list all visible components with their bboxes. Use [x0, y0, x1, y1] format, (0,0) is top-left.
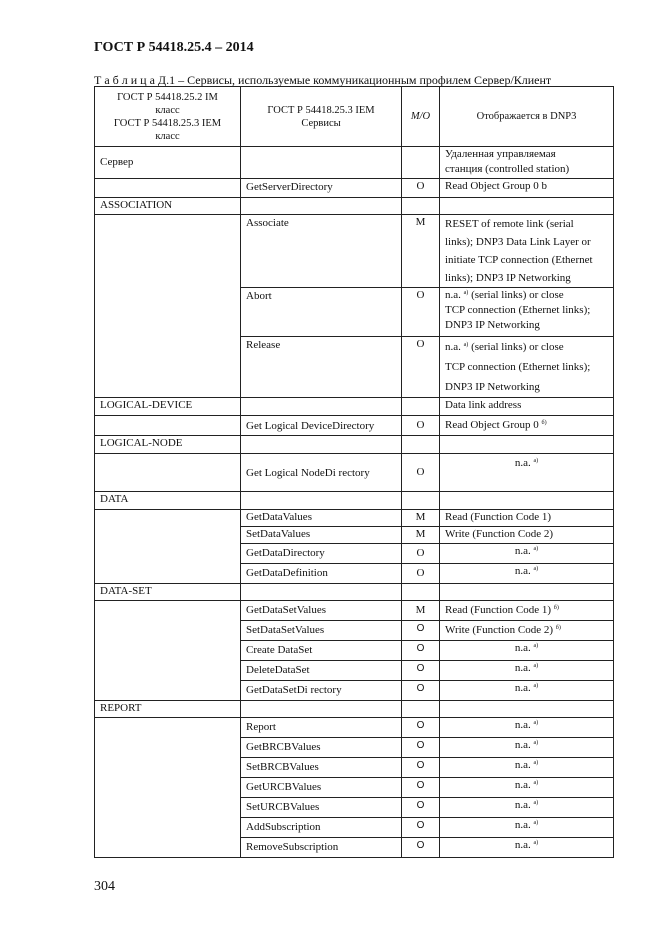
service-cell	[241, 584, 402, 601]
header-class-line: ГОСТ Р 54418.25.3 IEM	[113, 117, 222, 129]
table-row	[95, 701, 614, 718]
dnp-line: DNP3 IP Networking	[445, 381, 540, 393]
dnp-cell	[440, 681, 614, 701]
mo-cell: O	[402, 798, 440, 818]
dnp-line: TCP connection (Ethernet links);	[445, 361, 591, 373]
service-cell: AddSubscription	[241, 818, 402, 838]
dnp-text: (serial links) or close	[468, 341, 564, 353]
mo-cell: O	[402, 544, 440, 564]
mo-cell: O	[402, 818, 440, 838]
dnp-text: n.a.	[514, 819, 534, 831]
dnp-cell	[440, 701, 614, 718]
service-cell: DeleteDataSet	[241, 661, 402, 681]
mo-cell	[402, 398, 440, 416]
dnp-text: n.a.	[514, 565, 534, 577]
class-cell: DATA	[95, 492, 241, 510]
service-cell: Create DataSet	[241, 641, 402, 661]
footnote-ref: а)	[463, 290, 469, 296]
mo-cell: O	[402, 179, 440, 198]
dnp-line	[445, 288, 608, 303]
footnote-ref: а)	[463, 342, 469, 348]
mo-cell: O	[402, 337, 440, 398]
service-cell: GetURCBValues	[241, 778, 402, 798]
class-cell: ASSOCIATION	[95, 198, 241, 215]
table-row	[95, 198, 614, 215]
footnote-ref: а)	[533, 780, 539, 786]
dnp-cell: Write (Function Code 2)	[440, 527, 614, 544]
services-table	[94, 86, 614, 858]
dnp-text: n.a.	[514, 719, 534, 731]
dnp-cell	[440, 798, 614, 818]
dnp-cell	[440, 661, 614, 681]
dnp-text: n.a.	[514, 545, 534, 557]
service-cell	[241, 436, 402, 454]
mo-cell: O	[402, 621, 440, 641]
footnote-ref: а)	[533, 643, 539, 649]
footnote-ref: б)	[553, 605, 559, 611]
table-row	[95, 215, 614, 288]
dnp-text: n.a.	[514, 662, 534, 674]
dnp-cell	[440, 288, 614, 337]
header-class-line: класс	[155, 104, 180, 116]
mo-cell	[402, 198, 440, 215]
service-cell: SetDataSetValues	[241, 621, 402, 641]
class-cell	[95, 416, 241, 436]
class-cell	[95, 454, 241, 492]
mo-cell	[402, 584, 440, 601]
service-cell: GetDataDirectory	[241, 544, 402, 564]
dnp-cell	[440, 584, 614, 601]
class-cell	[95, 215, 241, 398]
dnp-cell	[440, 621, 614, 641]
footnote-ref: а)	[533, 720, 539, 726]
table-row	[95, 179, 614, 198]
dnp-cell	[440, 454, 614, 492]
class-cell	[95, 510, 241, 584]
mo-cell: O	[402, 738, 440, 758]
header-class-line: класс	[155, 130, 180, 142]
service-cell: Get Logical DeviceDirectory	[241, 416, 402, 436]
mo-cell: M	[402, 527, 440, 544]
dnp-cell	[440, 147, 614, 179]
dnp-cell	[440, 738, 614, 758]
mo-cell: O	[402, 416, 440, 436]
dnp-line: RESET of remote link (serial	[445, 218, 574, 230]
table-row	[95, 436, 614, 454]
class-cell: LOGICAL-NODE	[95, 436, 241, 454]
dnp-cell	[440, 416, 614, 436]
dnp-text: Read (Function Code 1)	[445, 604, 554, 616]
service-cell: Associate	[241, 215, 402, 288]
footnote-ref: а)	[533, 458, 539, 464]
footnote-ref: а)	[533, 663, 539, 669]
service-cell: RemoveSubscription	[241, 838, 402, 858]
dnp-text: n.a.	[514, 642, 534, 654]
footnote-ref: а)	[533, 683, 539, 689]
table-row	[95, 398, 614, 416]
class-cell	[95, 179, 241, 198]
mo-cell: O	[402, 681, 440, 701]
footnote-ref: а)	[533, 740, 539, 746]
mo-cell: O	[402, 718, 440, 738]
table-row	[95, 147, 614, 179]
dnp-cell: Data link address	[440, 398, 614, 416]
class-cell: Сервер	[95, 147, 241, 179]
dnp-text: Write (Function Code 2)	[445, 624, 556, 636]
dnp-line: DNP3 IP Networking	[445, 319, 540, 331]
mo-cell: M	[402, 601, 440, 621]
footnote-ref: б)	[541, 420, 547, 426]
dnp-text: n.a.	[514, 799, 534, 811]
dnp-cell	[440, 492, 614, 510]
mo-cell: O	[402, 288, 440, 337]
table-caption: Т а б л и ц а Д.1 – Сервисы, используемые коммуникационным профилем Сервер/Клиент	[94, 73, 552, 87]
dnp-text: n.a.	[445, 289, 464, 301]
service-cell: GetDataDefinition	[241, 564, 402, 584]
standard-title: ГОСТ Р 54418.25.4 – 2014	[94, 40, 254, 55]
dnp-text: n.a.	[514, 839, 534, 851]
mo-cell	[402, 492, 440, 510]
class-cell	[95, 601, 241, 701]
service-cell	[241, 398, 402, 416]
dnp-cell	[440, 818, 614, 838]
service-cell	[241, 147, 402, 179]
dnp-cell	[440, 641, 614, 661]
mo-cell: O	[402, 454, 440, 492]
mo-cell	[402, 701, 440, 718]
dnp-cell: Read Object Group 0 b	[440, 179, 614, 198]
dnp-text: n.a.	[445, 341, 464, 353]
dnp-text: Read Object Group 0	[445, 419, 542, 431]
dnp-cell	[440, 838, 614, 858]
dnp-cell	[440, 778, 614, 798]
dnp-cell	[440, 198, 614, 215]
dnp-line: Удаленная управляемая	[445, 148, 556, 160]
header-dnp3: Отображается в DNP3	[440, 87, 614, 147]
service-cell: GetDataSetValues	[241, 601, 402, 621]
table-row	[95, 492, 614, 510]
service-cell	[241, 701, 402, 718]
service-cell: Release	[241, 337, 402, 398]
footnote-ref: а)	[533, 760, 539, 766]
table-row	[95, 510, 614, 527]
dnp-text: n.a.	[514, 759, 534, 771]
header-mo: M/O	[402, 87, 440, 147]
dnp-line: links); DNP3 IP Networking	[445, 272, 571, 284]
mo-cell	[402, 147, 440, 179]
dnp-line: links); DNP3 Data Link Layer or	[445, 236, 591, 248]
header-class	[95, 87, 241, 147]
service-cell	[241, 492, 402, 510]
footnote-ref: а)	[533, 546, 539, 552]
dnp-cell	[440, 601, 614, 621]
footnote-ref: а)	[533, 820, 539, 826]
service-cell: Abort	[241, 288, 402, 337]
mo-cell: M	[402, 510, 440, 527]
service-cell: SetBRCBValues	[241, 758, 402, 778]
dnp-text: n.a.	[514, 739, 534, 751]
dnp-cell	[440, 544, 614, 564]
header-services-line: Сервисы	[301, 117, 341, 129]
mo-cell	[402, 436, 440, 454]
mo-cell: M	[402, 215, 440, 288]
table-row	[95, 454, 614, 492]
service-cell: GetDataSetDi rectory	[241, 681, 402, 701]
mo-cell: O	[402, 838, 440, 858]
service-cell: GetBRCBValues	[241, 738, 402, 758]
table-header-row	[95, 87, 614, 147]
table-row	[95, 584, 614, 601]
dnp-cell	[440, 718, 614, 738]
table-row	[95, 601, 614, 621]
class-cell	[95, 718, 241, 858]
mo-cell: O	[402, 564, 440, 584]
dnp-text: n.a.	[514, 779, 534, 791]
service-cell: Report	[241, 718, 402, 738]
dnp-cell	[440, 337, 614, 398]
dnp-text: n.a.	[514, 682, 534, 694]
table-row	[95, 718, 614, 738]
header-services-line: ГОСТ Р 54418.25.3 IEM	[267, 104, 375, 116]
service-cell: SetURCBValues	[241, 798, 402, 818]
header-services	[241, 87, 402, 147]
service-cell	[241, 198, 402, 215]
dnp-cell	[440, 215, 614, 288]
dnp-cell	[440, 436, 614, 454]
mo-cell: O	[402, 661, 440, 681]
dnp-line: initiate TCP connection (Ethernet	[445, 254, 593, 266]
class-cell: LOGICAL-DEVICE	[95, 398, 241, 416]
mo-cell: O	[402, 758, 440, 778]
class-cell: DATA-SET	[95, 584, 241, 601]
class-cell: REPORT	[95, 701, 241, 718]
mo-cell: O	[402, 778, 440, 798]
dnp-line: станция (controlled station)	[445, 163, 570, 175]
footnote-ref: б)	[555, 625, 561, 631]
dnp-cell: Read (Function Code 1)	[440, 510, 614, 527]
page-number: 304	[94, 879, 115, 894]
dnp-cell	[440, 758, 614, 778]
service-cell: SetDataValues	[241, 527, 402, 544]
dnp-cell	[440, 564, 614, 584]
dnp-text: n.a.	[514, 457, 534, 469]
service-cell: GetServerDirectory	[241, 179, 402, 198]
footnote-ref: а)	[533, 566, 539, 572]
dnp-line	[445, 337, 608, 357]
header-class-line: ГОСТ Р 54418.25.2 IM	[117, 91, 218, 103]
mo-cell: O	[402, 641, 440, 661]
dnp-text: (serial links) or close	[468, 289, 564, 301]
service-cell: GetDataValues	[241, 510, 402, 527]
table-row	[95, 416, 614, 436]
dnp-line: TCP connection (Ethernet links);	[445, 304, 591, 316]
footnote-ref: а)	[533, 840, 539, 846]
footnote-ref: а)	[533, 800, 539, 806]
service-cell: Get Logical NodeDi rectory	[241, 454, 402, 492]
